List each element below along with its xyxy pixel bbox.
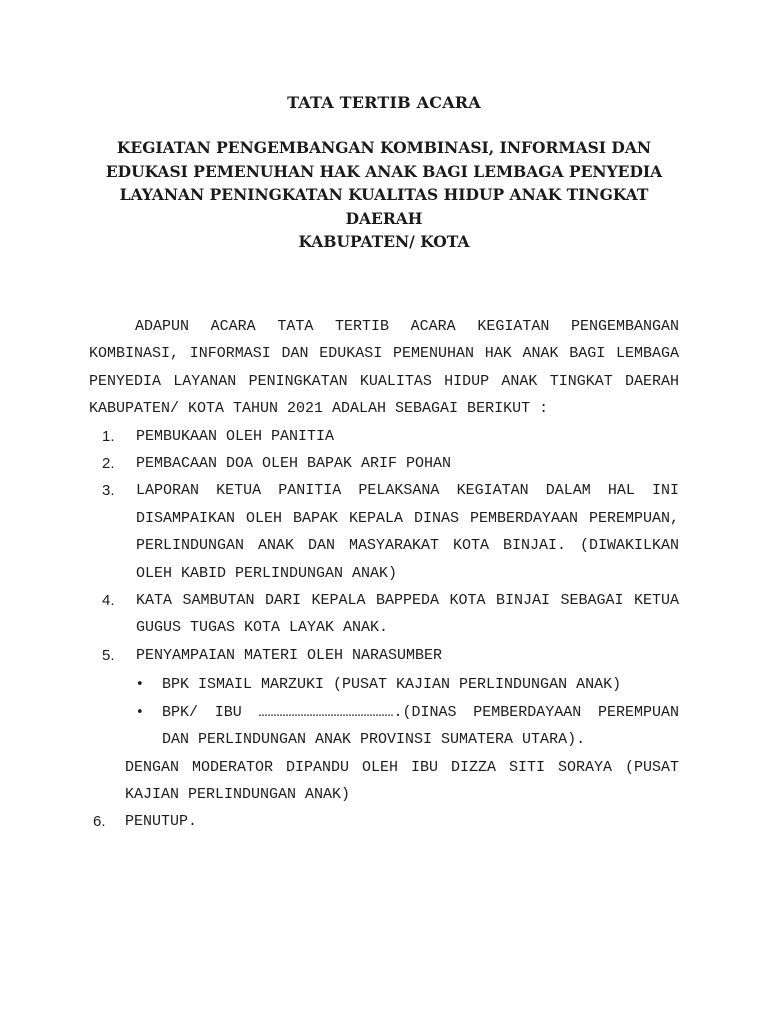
agenda-item-text: KATA SAMBUTAN DARI KEPALA BAPPEDA KOTA BINJAI SEBAGAI KETUA GUGUS TUGAS KOTA LAYAK ANAK. [136,592,679,637]
subtitle-line: DAERAH [345,208,423,228]
moderator-paragraph: DENGAN MODERATOR DIPANDU OLEH IBU DIZZA SITI SORAYA (PUSAT KAJIAN PERLINDUNGAN ANAK) [125,758,679,803]
agenda-item [89,587,679,642]
agenda-item [89,477,679,587]
speaker-item [136,671,679,698]
speaker-item-text: BPK ISMAIL MARZUKI (PUSAT KAJIAN PERLINDUNGAN ANAK) [162,676,622,694]
agenda-item-number: 5. [102,646,115,664]
bullet-icon: • [136,677,144,693]
agenda-item-number: 2. [102,455,115,473]
agenda-item [89,423,679,450]
document-body [89,313,679,836]
closing-item [89,808,679,835]
subtitle-line: KABUPATEN/ KOTA [298,232,470,251]
subtitle-line: LAYANAN PENINGKATAN KUALITAS HIDUP ANAK TINGKAT [119,185,649,204]
document-title: TATA TERTIB ACARA [287,93,481,112]
intro-paragraph: ADAPUN ACARA TATA TERTIB ACARA KEGIATAN PENGEMBANGAN KOMBINASI, INFORMASI DAN EDUKASI PEMENUHAN HAK ANAK BAGI LEMBAGA PENYEDIA LAYANAN PENINGKATAN KUALITAS HIDUP ANAK TINGKAT DAERAH KABUPATEN/ KOTA TAHUN 2021 ADALAH SEBAGAI BERIKUT : [89,318,679,418]
agenda-item [89,642,679,754]
speaker-list [136,671,679,753]
agenda-item-text: LAPORAN KETUA PANITIA PELAKSANA KEGIATAN DALAM HAL INI DISAMPAIKAN OLEH BAPAK KEPALA DINAS PEMBERDAYAAN PEREMPUAN, PERLINDUNGAN ANAK DAN MASYARAKAT KOTA BINJAI. (DIWAKILKAN OLEH KABID PERLINDUNGAN ANAK) [136,482,679,582]
agenda-item-number: 3. [102,482,115,500]
bullet-icon: • [136,704,144,720]
closing-item-text: PENUTUP. [125,813,198,831]
speaker-item [136,699,679,754]
closing-item-number: 6. [93,813,106,831]
agenda-item [89,450,679,477]
agenda-item-text: PEMBUKAAN OLEH PANITIA [136,427,335,445]
agenda-item-number: 4. [102,592,115,610]
agenda-item-text: PEMBACAAN DOA OLEH BAPAK ARIF POHAN [136,455,452,473]
document-subtitle [90,136,678,254]
agenda-item-text: PENYAMPAIAN MATERI OLEH NARASUMBER [136,646,443,664]
agenda-item-number: 1. [102,427,115,445]
agenda-list [89,423,679,754]
speaker-item-text: BPK/ IBU ……………………………………….(DINAS PEMBERDAYAAN PEREMPUAN DAN PERLINDUNGAN ANAK PROVINSI SUMATERA UTARA). [162,703,679,749]
subtitle-line: KEGIATAN PENGEMBANGAN KOMBINASI, INFORMASI DAN [116,138,652,157]
subtitle-line: EDUKASI PEMENUHAN HAK ANAK BAGI LEMBAGA PENYEDIA [105,161,663,181]
